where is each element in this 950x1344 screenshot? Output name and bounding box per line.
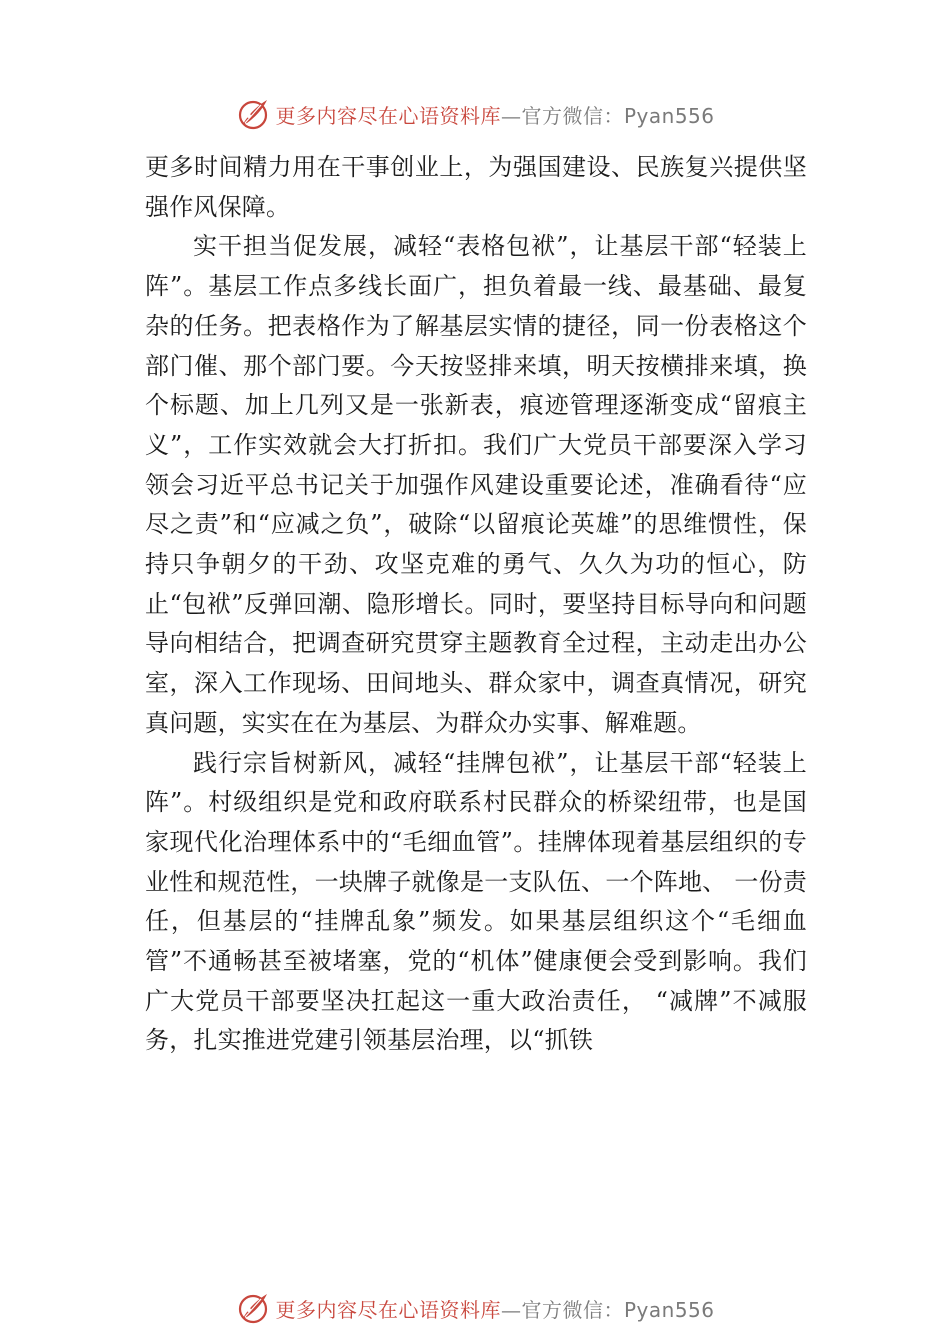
header-promo — [275, 100, 714, 129]
footer-promo — [275, 1294, 714, 1323]
footer-wechat-id: Pyan556 — [623, 1297, 715, 1322]
header-promo-text: 更多内容尽在心语资料库 — [275, 103, 501, 128]
footer-dash: — — [500, 1297, 522, 1322]
paragraph-tables-burden: 实干担当促发展，减轻“表格包袱”，让基层干部“轻装上阵”。基层工作点多线长面广，担负着最一线、最基础、最复杂的任务。把表格作为了解基层实情的捷径，同一份表格这个部门催、那个部门要。今天按竖排来填，明天按横排来填，换个标题、加上几列又是一张新表，痕迹管理逐渐变成“留痕主义”，工作实效就会大打折扣。我们广大党员干部要深入学习领会习近平总书记关于加强作风建设重要论述，准确看待“应尽之责”和“应减之负”，破除“以留痕论英雄”的思维惯性，保持只争朝夕的干劲、攻坚克难的勇气、久久为功的恒心，防止“包袱”反弹回潮、隐形增长。同时，要坚持目标导向和问题导向相结合，把调查研究贯穿主题教育全过程，主动走出办公室，深入工作现场、田间地头、群众家中，调查真情况，研究真问题，实实在在为基层、为群众办实事、解难题。 — [145, 232, 807, 737]
header-wechat-label: 官方微信： — [521, 103, 624, 128]
quill-pen-logo-icon — [235, 1290, 271, 1326]
footer-wechat-label: 官方微信： — [521, 1297, 624, 1322]
header-dash: — — [500, 103, 522, 128]
paragraph-plaques-burden: 践行宗旨树新风，减轻“挂牌包袱”，让基层干部“轻装上阵”。村级组织是党和政府联系村民群众的桥梁纽带，也是国家现代化治理体系中的“毛细血管”。挂牌体现着基层组织的专业性和规范性，一块牌子就像是一支队伍、一个阵地、 一份责任，但基层的“挂牌乱象”频发。如果基层组织这个“毛细血管”不通畅甚至被堵塞，党的“机体”健康便会受到影响。我们广大党员干部要坚决扛起这一重大政治责任， “减牌”不减服务，扎实推进党建引领基层治理，以“抓铁 — [145, 748, 807, 1055]
header-banner — [0, 94, 950, 134]
footer-promo-text: 更多内容尽在心语资料库 — [275, 1297, 501, 1322]
header-wechat-id: Pyan556 — [623, 103, 715, 128]
paragraph-continuation: 更多时间精力用在干事创业上，为强国建设、民族复兴提供坚强作风保障。 — [145, 153, 807, 221]
footer-banner — [0, 1288, 950, 1328]
document-body — [145, 148, 807, 1061]
quill-pen-logo-icon — [235, 96, 271, 132]
